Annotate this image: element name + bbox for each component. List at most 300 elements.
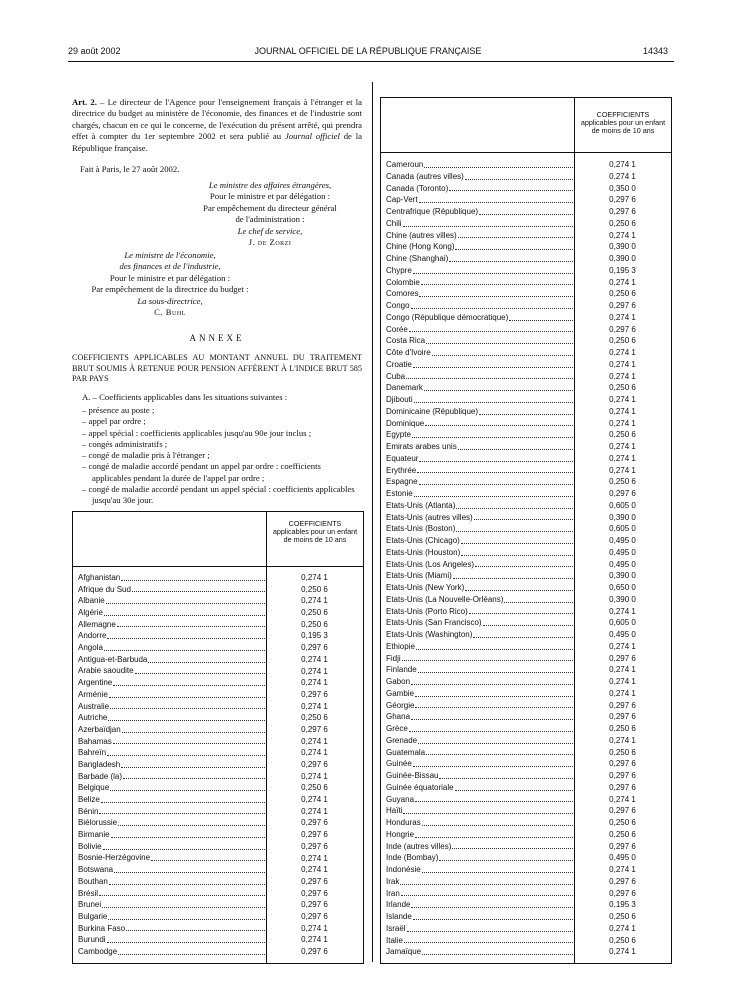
leader-dots bbox=[504, 602, 573, 603]
situation-item: – congé de maladie accordé pendant un appel spécial : coefficients applicables jusqu'au 30e jour. bbox=[82, 484, 355, 506]
leader-dots bbox=[110, 790, 265, 791]
leader-dots bbox=[109, 697, 265, 698]
coefficient-value: 0,297 6 bbox=[609, 653, 636, 663]
country-name: Autriche bbox=[78, 713, 108, 723]
table-row bbox=[73, 876, 363, 888]
coefficient-value: 0,297 6 bbox=[301, 911, 328, 921]
leader-dots bbox=[118, 954, 265, 955]
table-row bbox=[73, 607, 363, 619]
leader-dots bbox=[432, 355, 573, 356]
coefficient-value: 0,495 0 bbox=[609, 536, 636, 545]
leader-dots bbox=[132, 591, 265, 592]
leader-dots bbox=[126, 930, 265, 931]
sig1-line3: de l'administration : bbox=[235, 214, 305, 225]
table-row bbox=[381, 535, 671, 547]
issue-date: 29 août 2002 bbox=[68, 46, 121, 56]
country-name: Islande bbox=[386, 912, 412, 921]
country-name: Congo bbox=[386, 301, 410, 310]
leader-dots bbox=[413, 273, 573, 274]
leader-dots bbox=[422, 954, 573, 955]
coefficient-value: 0,297 6 bbox=[609, 207, 636, 216]
table-row bbox=[381, 570, 671, 582]
country-name: Chine (Hong Kong) bbox=[386, 242, 455, 252]
leader-dots bbox=[439, 778, 573, 779]
country-name: Bolivie bbox=[78, 841, 102, 851]
leader-dots bbox=[111, 837, 265, 838]
table-row bbox=[381, 617, 671, 629]
leader-dots bbox=[104, 615, 265, 616]
table-row bbox=[73, 584, 363, 596]
table-row bbox=[73, 712, 363, 724]
table-row bbox=[381, 711, 671, 723]
article-text: – Le directeur de l'Agence pour l'enseignement français à l'étranger et la directrice du budget au ministère de l'économie, des finances et de l'industrie sont chargés, chacun en ce qui le concerne, de l'exécution du présent arrêté, qui prendra effet à compter du 1er septembre 2002 et sera publié au bbox=[72, 97, 362, 142]
coefficient-value: 0,297 6 bbox=[301, 724, 328, 734]
coefficient-value: 0,274 1 bbox=[609, 277, 636, 287]
leader-dots bbox=[439, 860, 573, 861]
leader-dots bbox=[121, 767, 265, 768]
table-row bbox=[381, 371, 671, 383]
country-name: Etats-Unis (La Nouvelle-Orléans) bbox=[386, 594, 504, 604]
leader-dots bbox=[409, 331, 573, 332]
country-name: Congo (République démocratique) bbox=[386, 312, 509, 322]
coefficient-value: 0,274 1 bbox=[301, 678, 328, 688]
country-name: Allemagne bbox=[78, 619, 116, 629]
table-row bbox=[381, 653, 671, 665]
leader-dots bbox=[419, 202, 573, 203]
coefficient-value: 0,250 6 bbox=[301, 608, 328, 618]
leader-dots bbox=[104, 650, 265, 651]
table-left-header: COEFFICIENTS applicables pour un enfant de moins de 10 ans bbox=[272, 519, 358, 545]
country-name: Grenade bbox=[386, 735, 418, 745]
country-name: Cuba bbox=[386, 371, 406, 381]
sig2-minister2: des finances et de l'industrie, bbox=[119, 261, 221, 272]
table-row bbox=[73, 642, 363, 654]
leader-dots bbox=[458, 449, 573, 450]
column-divider bbox=[372, 82, 373, 962]
table-row bbox=[381, 312, 671, 324]
country-name: Etats-Unis (Houston) bbox=[386, 547, 461, 557]
country-name: Bangladesh bbox=[78, 759, 121, 769]
coefficient-value: 0,195 3 bbox=[609, 265, 636, 275]
coefficient-value: 0,297 6 bbox=[609, 759, 636, 769]
table-row bbox=[381, 899, 671, 911]
leader-dots bbox=[114, 872, 265, 873]
country-name: Etats-Unis (Atlanta) bbox=[386, 500, 456, 510]
sig2-line1: Pour le ministre et par délégation : bbox=[109, 272, 231, 283]
country-name: Espagne bbox=[386, 477, 418, 487]
coefficient-value: 0,297 6 bbox=[609, 195, 636, 205]
leader-dots bbox=[415, 837, 573, 838]
country-name: Haïti bbox=[386, 806, 403, 816]
coefficient-value: 0,274 1 bbox=[609, 171, 636, 181]
country-name: Cap-Vert bbox=[386, 195, 418, 205]
leader-dots bbox=[403, 813, 573, 814]
country-name: Guinée-Bissau bbox=[386, 771, 439, 780]
country-name: Finlande bbox=[386, 665, 417, 675]
country-name: Canada (autres villes) bbox=[386, 171, 464, 181]
country-name: Cambodge bbox=[78, 946, 118, 956]
table-row bbox=[73, 666, 363, 678]
coefficient-value: 0,297 6 bbox=[301, 876, 328, 886]
leader-dots bbox=[465, 179, 573, 180]
coefficient-value: 0,250 6 bbox=[301, 713, 328, 723]
table-row bbox=[381, 735, 671, 747]
table-row bbox=[381, 288, 671, 300]
coefficient-value: 0,390 0 bbox=[609, 254, 636, 263]
country-name: Arabie saoudite bbox=[78, 666, 134, 676]
leader-dots bbox=[421, 284, 573, 285]
table-row bbox=[381, 194, 671, 206]
coefficient-value: 0,297 6 bbox=[301, 888, 328, 898]
table-row bbox=[73, 911, 363, 923]
table-row bbox=[381, 429, 671, 441]
coefficient-value: 0,274 1 bbox=[609, 418, 636, 428]
country-name: Costa Rica bbox=[386, 336, 426, 346]
table-row bbox=[73, 794, 363, 806]
annexe-title: ANNEXE bbox=[189, 333, 245, 343]
country-name: Etats-Unis (autres villes) bbox=[386, 512, 473, 522]
coefficient-value: 0,250 6 bbox=[609, 912, 636, 921]
country-name: Chine (autres villes) bbox=[386, 230, 457, 240]
coefficient-value: 0,274 1 bbox=[301, 853, 328, 863]
coefficient-value: 0,250 6 bbox=[301, 619, 328, 629]
country-name: Egypte bbox=[386, 430, 411, 440]
coefficient-value: 0,274 1 bbox=[301, 736, 328, 746]
coefficient-value: 0,274 1 bbox=[301, 573, 328, 582]
table-row bbox=[73, 841, 363, 853]
leader-dots bbox=[509, 320, 573, 321]
sig1-minister: Le ministre des affaires étrangères, bbox=[208, 180, 332, 190]
leader-dots bbox=[101, 802, 265, 803]
country-name: Brunei bbox=[78, 900, 102, 910]
country-name: Comores bbox=[386, 289, 419, 299]
country-name: Ethiopie bbox=[386, 641, 415, 651]
table-row bbox=[73, 888, 363, 900]
table-row bbox=[381, 946, 671, 958]
leader-dots bbox=[425, 425, 573, 426]
table-row bbox=[73, 782, 363, 794]
leader-dots bbox=[413, 367, 573, 368]
coefficient-value: 0,250 6 bbox=[609, 477, 636, 487]
country-name: Etats-Unis (Los Angeles) bbox=[386, 559, 475, 569]
article-journal: Journal officiel bbox=[284, 131, 340, 142]
coefficient-value: 0,297 6 bbox=[301, 760, 328, 769]
country-name: Albanie bbox=[78, 596, 105, 606]
coefficient-value: 0,297 6 bbox=[301, 689, 328, 699]
coefficient-value: 0,274 1 bbox=[609, 160, 636, 169]
country-name: Hongrie bbox=[386, 829, 415, 839]
country-name: Etats-Unis (New York) bbox=[386, 583, 465, 592]
coefficient-value: 0,274 1 bbox=[609, 359, 636, 369]
coefficient-value: 0,297 6 bbox=[609, 301, 636, 310]
table-row bbox=[381, 253, 671, 265]
leader-dots bbox=[411, 719, 573, 720]
coefficient-value: 0,274 1 bbox=[301, 596, 328, 606]
table-row bbox=[381, 347, 671, 359]
coefficient-value: 0,274 1 bbox=[301, 935, 328, 945]
table-row bbox=[381, 805, 671, 817]
coefficient-value: 0,297 6 bbox=[301, 818, 328, 828]
coefficient-value: 0,297 6 bbox=[609, 712, 636, 722]
country-name: Guatemala bbox=[386, 747, 426, 757]
coefficient-value: 0,350 0 bbox=[609, 183, 636, 193]
leader-dots bbox=[465, 590, 573, 591]
leader-dots bbox=[148, 662, 265, 663]
table-row bbox=[381, 277, 671, 289]
country-name: Croatie bbox=[386, 359, 412, 369]
leader-dots bbox=[113, 743, 265, 744]
table-row bbox=[73, 946, 363, 958]
table-row bbox=[73, 899, 363, 911]
sig1-line2: Par empêchement du directeur général bbox=[203, 202, 337, 213]
country-name: Etats-Unis (Washington) bbox=[386, 630, 473, 639]
country-name: Birmanie bbox=[78, 830, 110, 840]
coefficient-value: 0,495 0 bbox=[609, 547, 636, 557]
table-row bbox=[73, 689, 363, 701]
country-name: Australie bbox=[78, 701, 110, 711]
country-name: Burkina Faso bbox=[78, 923, 126, 933]
coefficient-value: 0,274 1 bbox=[609, 453, 636, 463]
leader-dots bbox=[99, 895, 265, 896]
situation-item: – présence au poste ; bbox=[82, 405, 155, 415]
leader-dots bbox=[414, 496, 573, 497]
country-name: Etats-Unis (San Francisco) bbox=[386, 618, 482, 628]
leader-dots bbox=[416, 649, 573, 650]
coefficient-value: 0,250 6 bbox=[609, 935, 636, 945]
country-name: Guyana bbox=[386, 794, 415, 804]
country-name: Chine (Shanghai) bbox=[386, 254, 449, 263]
coefficient-value: 0,250 6 bbox=[609, 829, 636, 839]
page-number: 14343 bbox=[642, 46, 668, 56]
leader-dots bbox=[455, 249, 573, 250]
table-row bbox=[73, 747, 363, 759]
table-row bbox=[381, 864, 671, 876]
coefficient-value: 0,274 1 bbox=[609, 371, 636, 381]
coefficient-value: 0,297 6 bbox=[301, 947, 328, 956]
country-name: Bénin bbox=[78, 806, 99, 816]
leader-dots bbox=[453, 578, 573, 579]
table-row bbox=[381, 394, 671, 406]
coefficient-value: 0,297 6 bbox=[301, 841, 328, 851]
coefficient-value: 0,274 1 bbox=[609, 641, 636, 651]
leader-dots bbox=[415, 707, 573, 708]
leader-dots bbox=[458, 237, 573, 238]
coefficient-value: 0,297 6 bbox=[609, 841, 636, 851]
leader-dots bbox=[411, 907, 573, 908]
country-name: Belize bbox=[78, 795, 100, 805]
leader-dots bbox=[107, 638, 265, 639]
table-row bbox=[381, 770, 671, 782]
coefficient-value: 0,390 0 bbox=[609, 242, 636, 252]
leader-dots bbox=[123, 778, 265, 779]
table-row bbox=[381, 876, 671, 888]
coefficient-value: 0,297 6 bbox=[301, 900, 328, 910]
country-name: Antigua-et-Barbuda bbox=[78, 654, 148, 664]
table-row bbox=[73, 677, 363, 689]
situation-item: – appel par ordre ; bbox=[82, 416, 146, 427]
leader-dots bbox=[103, 849, 265, 850]
coefficient-value: 0,274 1 bbox=[609, 865, 636, 874]
coefficient-value: 0,274 1 bbox=[301, 795, 328, 805]
country-name: Etats-Unis (Porto Rico) bbox=[386, 606, 468, 616]
country-name: Djibouti bbox=[386, 395, 413, 404]
table-row bbox=[381, 829, 671, 841]
leader-dots bbox=[483, 625, 573, 626]
signature-block-1 bbox=[180, 180, 360, 248]
sig1-role: Le chef de service, bbox=[237, 225, 303, 236]
situation-item: – congé de maladie accordé pendant un appel par ordre : coefficients applicables pendant la durée de l'appel par ordre ; bbox=[82, 461, 321, 483]
coefficient-value: 0,274 1 bbox=[609, 348, 636, 357]
country-name: Côte d'Ivoire bbox=[386, 348, 431, 357]
coefficient-value: 0,274 1 bbox=[609, 665, 636, 675]
table-right-rows bbox=[381, 159, 671, 958]
table-row bbox=[381, 406, 671, 418]
table-row bbox=[73, 724, 363, 736]
table-row bbox=[381, 453, 671, 465]
country-name: Bulgarie bbox=[78, 911, 108, 921]
leader-dots bbox=[401, 895, 573, 896]
country-name: Chili bbox=[386, 218, 402, 228]
signature-block-2 bbox=[72, 250, 268, 318]
coefficient-value: 0,650 0 bbox=[609, 583, 636, 592]
table-row bbox=[381, 629, 671, 641]
country-name: Emirats arabes unis bbox=[386, 442, 457, 451]
leader-dots bbox=[415, 696, 573, 697]
country-name: Belgique bbox=[78, 783, 110, 793]
coefficient-value: 0,274 1 bbox=[609, 465, 636, 475]
country-name: Etats-Unis (Boston) bbox=[386, 524, 456, 534]
country-name: Angola bbox=[78, 643, 103, 653]
coefficient-value: 0,274 1 bbox=[609, 923, 636, 933]
coefficient-value: 0,274 1 bbox=[301, 666, 328, 676]
coefficient-value: 0,297 6 bbox=[609, 700, 636, 710]
sig2-role: La sous-directrice, bbox=[137, 295, 203, 306]
leader-dots bbox=[107, 755, 265, 756]
country-name: Bahamas bbox=[78, 736, 112, 746]
coefficient-value: 0,250 6 bbox=[609, 724, 636, 733]
leader-dots bbox=[122, 732, 265, 733]
page-header bbox=[68, 46, 668, 60]
leader-dots bbox=[473, 637, 573, 638]
table-row bbox=[381, 230, 671, 242]
leader-dots bbox=[404, 942, 573, 943]
country-name: Grèce bbox=[386, 724, 408, 733]
leader-dots bbox=[402, 660, 573, 661]
table-left-rows bbox=[73, 572, 363, 958]
country-name: Jamaïque bbox=[386, 947, 422, 957]
table-row bbox=[381, 382, 671, 394]
sig2-name: C. Buhl bbox=[154, 307, 186, 318]
coefficient-value: 0,274 1 bbox=[609, 606, 636, 616]
coefficient-value: 0,605 0 bbox=[609, 618, 636, 628]
coefficient-table-left bbox=[72, 511, 364, 964]
leader-dots bbox=[418, 672, 573, 673]
sig1-name: J. de Zorzi bbox=[248, 237, 292, 248]
coefficient-value: 0,250 6 bbox=[609, 336, 636, 346]
leader-dots bbox=[479, 214, 573, 215]
coefficient-value: 0,274 1 bbox=[301, 654, 328, 664]
leader-dots bbox=[121, 580, 265, 581]
leader-dots bbox=[419, 484, 573, 485]
country-name: Barbade (la) bbox=[78, 771, 123, 781]
coefficient-value: 0,274 1 bbox=[609, 230, 636, 240]
country-name: Guinée bbox=[386, 759, 412, 769]
coefficient-value: 0,274 1 bbox=[609, 406, 636, 416]
table-row bbox=[381, 594, 671, 606]
table-row bbox=[381, 441, 671, 453]
table-row bbox=[381, 488, 671, 500]
table-row bbox=[381, 688, 671, 700]
table-row bbox=[381, 512, 671, 524]
table-row bbox=[381, 300, 671, 312]
country-name: Colombie bbox=[386, 277, 420, 287]
coefficient-value: 0,250 6 bbox=[609, 430, 636, 440]
leader-dots bbox=[475, 566, 573, 567]
country-name: Argentine bbox=[78, 678, 113, 688]
leader-dots bbox=[413, 919, 573, 920]
table-row bbox=[73, 771, 363, 783]
table-row bbox=[73, 853, 363, 865]
table-row bbox=[381, 641, 671, 653]
table-row bbox=[381, 676, 671, 688]
table-row bbox=[381, 923, 671, 935]
coefficient-value: 0,250 6 bbox=[609, 818, 636, 827]
leader-dots bbox=[424, 390, 573, 391]
table-row bbox=[73, 806, 363, 818]
country-name: Cameroun bbox=[386, 160, 424, 169]
country-name: Canada (Toronto) bbox=[386, 183, 449, 193]
country-name: Italie bbox=[386, 935, 403, 945]
country-name: Iran bbox=[386, 888, 400, 898]
leader-dots bbox=[413, 766, 573, 767]
header-rule bbox=[68, 61, 674, 62]
leader-dots bbox=[422, 872, 573, 873]
article-2 bbox=[72, 97, 362, 154]
country-name: Bouthan bbox=[78, 876, 108, 886]
leader-dots bbox=[113, 685, 265, 686]
country-name: Inde (Bombay) bbox=[386, 853, 439, 863]
country-name: Botswana bbox=[78, 865, 114, 875]
table-row bbox=[381, 171, 671, 183]
table-row bbox=[381, 935, 671, 947]
country-name: Etats-Unis (Chicago) bbox=[386, 536, 460, 545]
country-name: Inde (autres villes) bbox=[386, 841, 452, 851]
coefficient-value: 0,390 0 bbox=[609, 512, 636, 522]
table-row bbox=[381, 206, 671, 218]
leader-dots bbox=[461, 555, 573, 556]
table-row bbox=[381, 782, 671, 794]
country-name: Ghana bbox=[386, 712, 411, 722]
table-row bbox=[381, 841, 671, 853]
table-row bbox=[381, 700, 671, 712]
leader-dots bbox=[406, 378, 573, 379]
coefficient-value: 0,195 3 bbox=[301, 631, 328, 641]
table-row bbox=[381, 159, 671, 171]
table-row bbox=[381, 465, 671, 477]
table-row bbox=[73, 934, 363, 946]
leader-dots bbox=[409, 731, 573, 732]
country-name: Danemark bbox=[386, 383, 423, 393]
situations-list bbox=[82, 405, 362, 507]
table-row bbox=[381, 817, 671, 829]
leader-dots bbox=[419, 461, 573, 462]
coefficient-value: 0,495 0 bbox=[609, 559, 636, 569]
coefficient-value: 0,274 1 bbox=[609, 947, 636, 957]
country-name: Andorre bbox=[78, 631, 107, 641]
situation-item: – appel spécial : coefficients applicables jusqu'au 90e jour inclus ; bbox=[82, 427, 312, 438]
country-name: Israël bbox=[386, 923, 406, 933]
leader-dots bbox=[102, 907, 265, 908]
